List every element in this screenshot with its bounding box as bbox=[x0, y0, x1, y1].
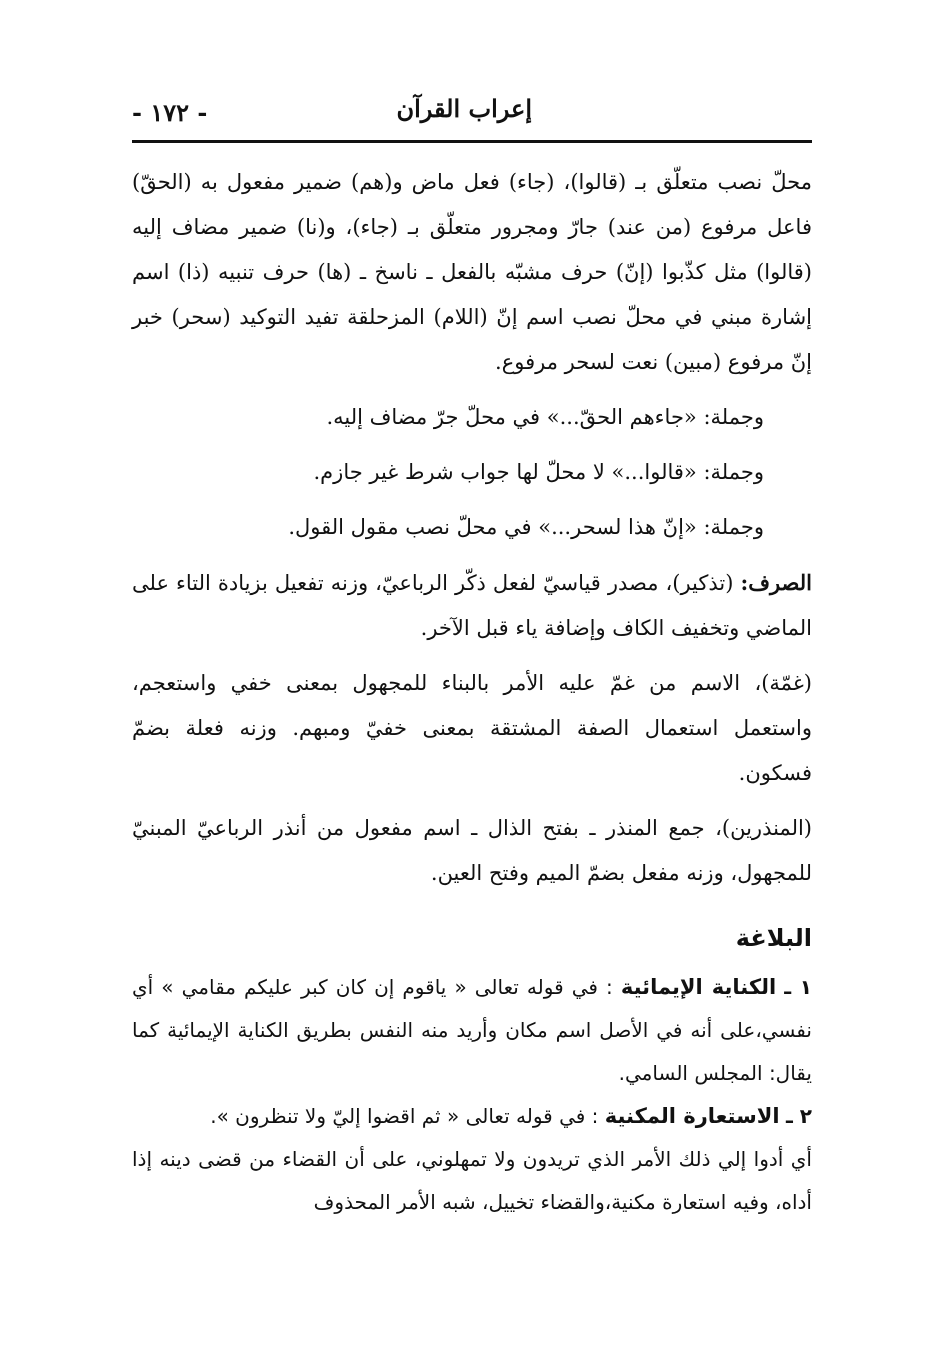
item-2-heading: الاستعارة المكنية bbox=[604, 1104, 780, 1128]
header-rule bbox=[132, 140, 812, 143]
page-header bbox=[132, 88, 812, 136]
paragraph-irab: محلّ نصب متعلّق بـ (قالوا)، (جاء) فعل ماض و(هم) ضمير مفعول به (الحقّ) فاعل مرفوع (من عند) جارّ ومجرور متعلّق بـ (جاء)، و(نا) ضمير مضاف إليه (قالوا) مثل كذّبوا (إنّ) حرف مشبّه بالفعل ـ ناسخ ـ (ها) حرف تنبيه (ذا) اسم إشارة مبني في محلّ نصب اسم إنّ (اللام) المزحلقة تفيد التوكيد (سحر) خبر إنّ مرفوع (مبين) نعت لسحر مرفوع. bbox=[132, 170, 812, 374]
paragraph-ghumma: (غمّة)، الاسم من غمّ عليه الأمر بالبناء للمجهول بمعنى خفي واستعجم، واستعمل استعمال الصفة المشتقة بمعنى خفيّ ومبهم. وزنه فعلة بضمّ فسكون. bbox=[132, 671, 812, 785]
sarf-label: الصرف: bbox=[740, 570, 812, 595]
sentence-1: وجملة: «جاءهم الحقّ...» في محلّ جرّ مضاف إليه. bbox=[326, 405, 764, 429]
paragraph-sarf bbox=[132, 560, 812, 651]
balagha-item-1 bbox=[132, 966, 812, 1095]
section-title-balagha: البلاغة bbox=[735, 924, 812, 952]
item-1-text: : في قوله تعالى « ياقوم إن كان كبر عليكم مقامي » أي نفسي،على أنه في الأصل اسم مكان وأريد منه النفس بطريق الكناية الإيمائية كما يقال: المجلس السامي. bbox=[132, 975, 812, 1085]
sentence-2: وجملة: «قالوا...» لا محلّ لها جواب شرط غير جازم. bbox=[313, 460, 764, 484]
paragraph-mundhirin: (المنذرين)، جمع المنذر ـ بفتح الذال ـ اسم مفعول من أنذر الرباعيّ المبنيّ للمجهول، وزنه مفعل بضمّ الميم وفتح العين. bbox=[132, 816, 812, 885]
page-body bbox=[132, 160, 812, 1224]
item-1-heading: الكناية الإيمائية bbox=[620, 975, 777, 999]
sarf-text: (تذكير)، مصدر قياسيّ لفعل ذكّر الرباعيّ، وزنه تفعيل بزيادة التاء على الماضي وتخفيف الكاف وإضافة ياء قبل الآخر. bbox=[132, 571, 812, 640]
page-number: - ١٧٢ - bbox=[132, 98, 208, 127]
item-2-number: ٢ ـ bbox=[785, 1104, 812, 1128]
book-title: إعراب القرآن bbox=[396, 94, 532, 123]
sentence-3: وجملة: «إنّ هذا لسحر...» في محلّ نصب مقول القول. bbox=[288, 515, 764, 539]
item-2-text: : في قوله تعالى « ثم اقضوا إليّ ولا تنظرون ». bbox=[210, 1104, 599, 1128]
balagha-item-2-body: أي أدوا إلي ذلك الأمر الذي تريدون ولا تمهلوني، على أن القضاء من قضى دينه إذا أداه، وفيه استعارة مكنية،والقضاء تخييل، شبه الأمر المحذوف bbox=[132, 1147, 812, 1214]
balagha-item-2 bbox=[132, 1095, 812, 1138]
item-1-number: ١ ـ bbox=[784, 975, 813, 999]
